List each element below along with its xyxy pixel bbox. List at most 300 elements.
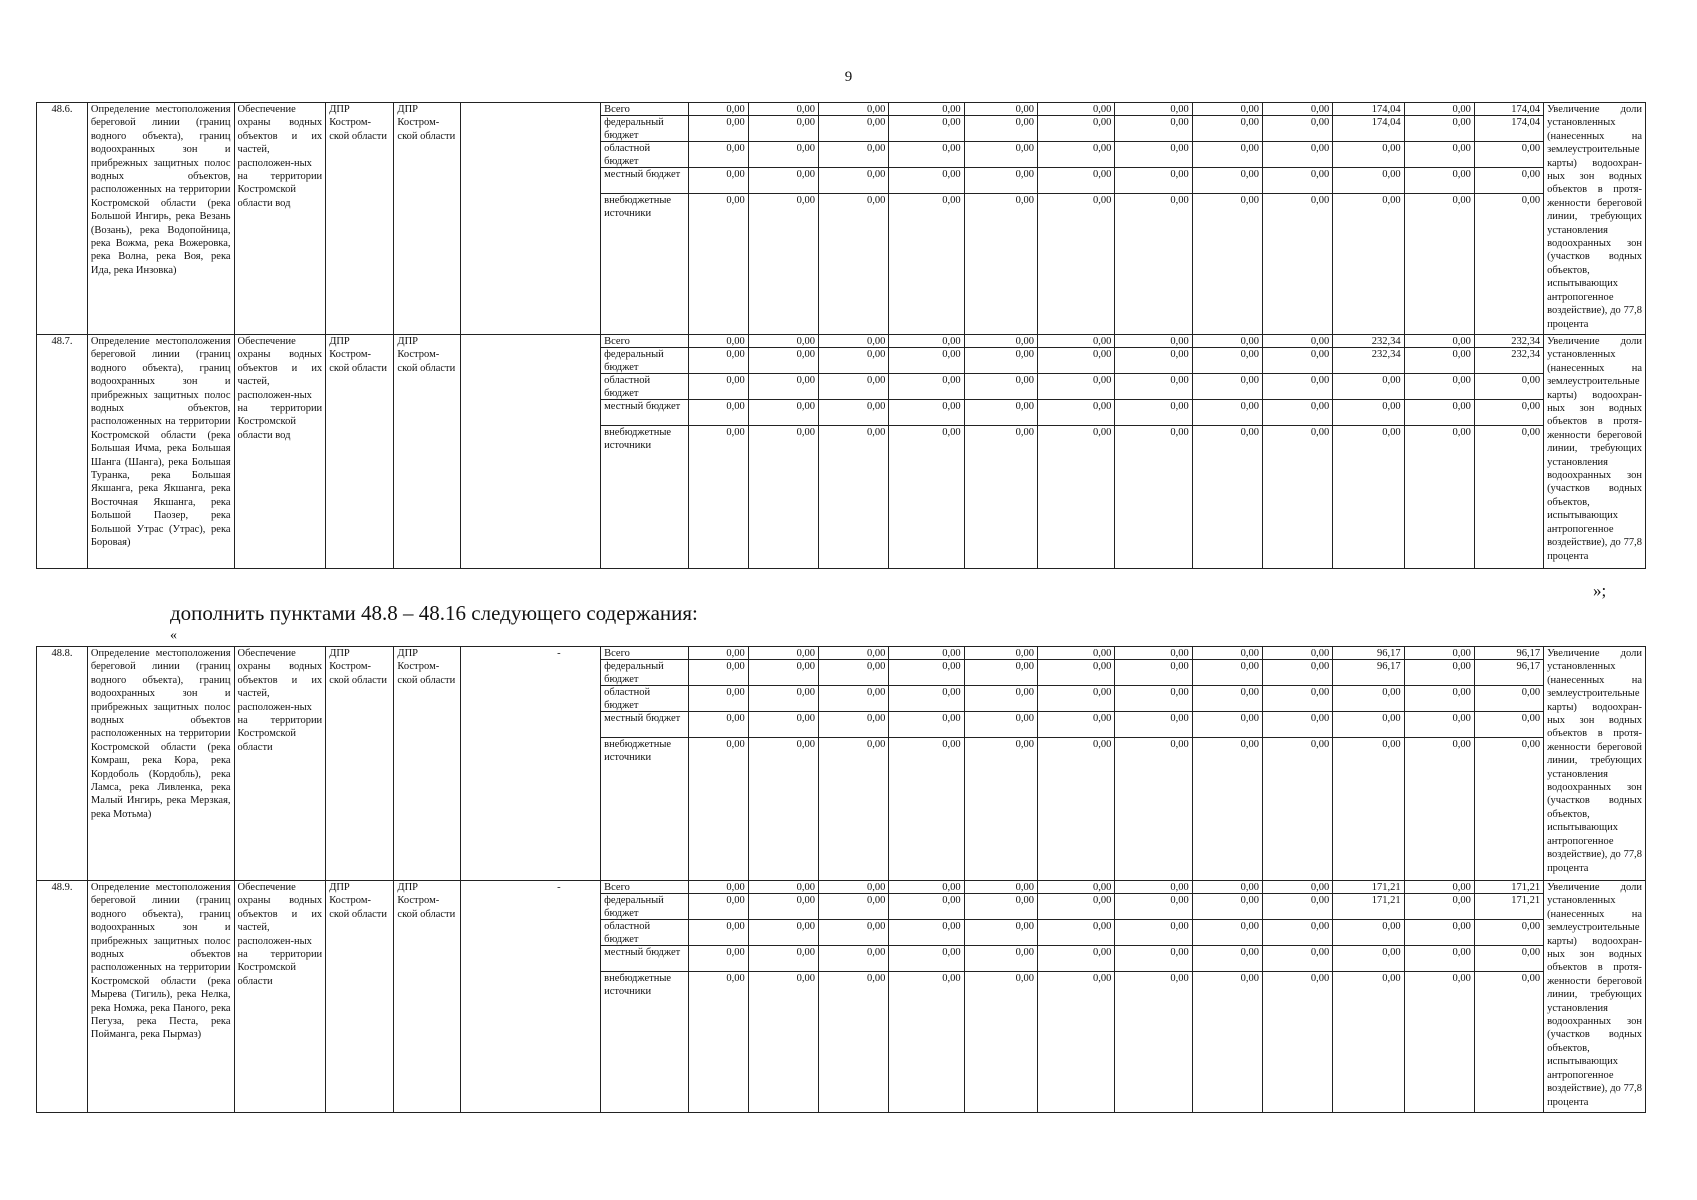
value-cell: 0,00 [1452, 973, 1471, 984]
item-note: Увеличение доли установленных (нанесенных на землеустроительные карты) водоохран-ных зон водных объектов в протя-женности береговой линии, требующих установления водоохранных зон (участков водных объектов, испытывающих антропогенное воздействие), до 77,8 процента [1544, 647, 1646, 881]
item-dash [460, 335, 601, 569]
value-cell: 0,00 [796, 427, 816, 438]
value-cell: 0,00 [889, 686, 963, 712]
value-cell: 0,00 [1452, 195, 1471, 206]
value-cell: 0,00 [965, 142, 1037, 168]
table-row [37, 647, 1646, 881]
value-cell: 0,00 [689, 116, 748, 142]
item-goal: Обеспечение охраны водных объектов и их частей, расположен-ных на территории Костромской области вод [234, 103, 326, 335]
value-cell: 0,00 [1475, 374, 1543, 400]
value-cell: 0,00 [1193, 647, 1262, 660]
value-cell: 0,00 [726, 973, 745, 984]
value-cell: 0,00 [1092, 427, 1112, 438]
value-cell: 171,21 [1333, 881, 1403, 894]
value-cell: 0,00 [1115, 894, 1191, 920]
funding-source-label: внебюджетные источники [604, 973, 672, 998]
value-cell: 0,00 [1115, 142, 1191, 168]
funding-source-label: областной бюджет [601, 374, 688, 400]
value-cell: 174,04 [1475, 103, 1543, 116]
value-column [889, 647, 964, 881]
value-cell: 0,00 [749, 348, 818, 374]
value-cell: 96,17 [1475, 660, 1543, 686]
value-cell: 0,00 [749, 686, 818, 712]
value-cell: 0,00 [1115, 660, 1191, 686]
value-cell: 0,00 [889, 881, 963, 894]
value-cell: 0,00 [1193, 920, 1262, 946]
funding-sources [601, 335, 689, 569]
value-cell: 0,00 [1038, 712, 1114, 738]
value-cell: 171,21 [1475, 894, 1543, 920]
value-cell: 0,00 [866, 195, 886, 206]
value-cell: 0,00 [1263, 894, 1332, 920]
funding-source-label: местный бюджет [601, 168, 688, 194]
value-cell: 0,00 [1193, 400, 1262, 426]
value-cell: 0,00 [1170, 739, 1189, 750]
value-cell: 0,00 [1263, 881, 1332, 894]
value-cell: 0,00 [1263, 712, 1332, 738]
value-cell: 0,00 [819, 894, 888, 920]
value-column [1115, 881, 1192, 1113]
value-cell: 0,00 [1115, 400, 1191, 426]
value-cell: 0,00 [1333, 142, 1403, 168]
value-cell: 0,00 [889, 712, 963, 738]
value-cell: 0,00 [965, 894, 1037, 920]
funding-sources [601, 647, 689, 881]
value-cell: 0,00 [1038, 374, 1114, 400]
value-cell: 0,00 [1015, 427, 1034, 438]
value-cell: 0,00 [1263, 348, 1332, 374]
item-number: 48.9. [37, 881, 88, 1113]
funding-source-label: федеральный бюджет [601, 348, 688, 374]
value-column [964, 881, 1037, 1113]
item-description: Определение местоположения береговой линии (границ водного объекта), границ водоохранных зон и прибрежных защитных полос водных объектов расположенных на территории Костромской области (река Мырева (Тигиль), река Нелка, река Номжа, река Паного, река Пегуза, река Песта, река Поймангa, река Пырмаз) [87, 881, 234, 1113]
value-cell: 0,00 [1521, 739, 1541, 750]
value-column [748, 881, 818, 1113]
value-cell: 0,00 [1193, 142, 1262, 168]
funding-source-label: внебюджетные источники [604, 427, 672, 452]
value-column [1115, 103, 1192, 335]
value-cell: 0,00 [1038, 348, 1114, 374]
value-column [1333, 103, 1404, 335]
item-description: Определение местоположения береговой линии (границ водного объекта), границ водоохранных зон и прибрежных защитных полос водных объектов расположенных на территории Костромской области (река Комраш, река Кора, река Кордоболь (Кордобль), река Ламса, река Ливленка, река Малый Ингирь, река Мерзкая, река Мотьма) [87, 647, 234, 881]
value-cell: 0,00 [1115, 116, 1191, 142]
value-column [964, 103, 1037, 335]
value-cell: 0,00 [749, 712, 818, 738]
value-cell: 0,00 [689, 142, 748, 168]
value-column [688, 335, 748, 569]
value-cell: 0,00 [1405, 400, 1474, 426]
value-cell: 0,00 [965, 400, 1037, 426]
funding-source-label: Всего [601, 647, 688, 660]
amendment-text: дополнить пунктами 48.8 – 48.16 следующего содержания: [170, 601, 698, 625]
value-column [688, 647, 748, 881]
value-cell: 0,00 [1193, 712, 1262, 738]
item-description: Определение местоположения береговой линии (границ водного объекта), границ водоохранных зон и прибрежных защитных полос водных объектов, расположенных на территории Костромской области (река Большая Ичма, река Большая Шанга (Шанга), река Большая Туранка, река Большая Якшанга, река Якшанга, река Восточная Якшанга, река Большой Паозер, река Большой Утрас (Утрас), река Боровая) [87, 335, 234, 569]
value-column [1474, 881, 1543, 1113]
value-cell: 0,00 [1193, 348, 1262, 374]
value-cell: 0,00 [1092, 195, 1112, 206]
item-executor: ДПР Костром-ской области [326, 647, 394, 881]
value-cell: 0,00 [889, 348, 963, 374]
value-cell: 0,00 [1263, 335, 1332, 348]
value-cell: 174,04 [1475, 116, 1543, 142]
value-cell: 0,00 [819, 647, 888, 660]
value-cell: 0,00 [689, 946, 748, 972]
value-cell: 0,00 [819, 660, 888, 686]
value-cell: 0,00 [1382, 427, 1401, 438]
value-column [1263, 335, 1333, 569]
value-cell: 0,00 [965, 647, 1037, 660]
value-cell: 0,00 [1038, 647, 1114, 660]
value-cell: 0,00 [1115, 712, 1191, 738]
value-cell: 0,00 [889, 894, 963, 920]
value-column [1115, 335, 1192, 569]
item-dash: - [460, 881, 601, 1113]
item-number: 48.6. [37, 103, 88, 335]
value-cell: 0,00 [1475, 168, 1543, 194]
value-column [1263, 881, 1333, 1113]
value-cell: 0,00 [1521, 195, 1541, 206]
funding-sources [601, 103, 689, 335]
value-column [748, 335, 818, 569]
value-cell: 0,00 [819, 335, 888, 348]
value-cell: 0,00 [1115, 335, 1191, 348]
item-executor: ДПР Костром-ской области [326, 881, 394, 1113]
value-column [889, 103, 964, 335]
value-cell: 0,00 [1015, 973, 1034, 984]
value-cell: 0,00 [1115, 168, 1191, 194]
value-cell: 0,00 [1405, 660, 1474, 686]
value-cell: 0,00 [965, 881, 1037, 894]
value-column [1404, 647, 1474, 881]
value-cell: 0,00 [726, 739, 745, 750]
value-column [1474, 335, 1543, 569]
value-cell: 0,00 [1092, 973, 1112, 984]
value-column [819, 335, 889, 569]
value-cell: 0,00 [819, 116, 888, 142]
value-cell: 0,00 [726, 427, 745, 438]
funding-source-label: Всего [601, 881, 688, 894]
value-cell: 0,00 [965, 946, 1037, 972]
closing-quote: »; [1593, 581, 1607, 600]
value-column [964, 647, 1037, 881]
value-column [1037, 103, 1114, 335]
value-cell: 232,34 [1333, 335, 1403, 348]
value-cell: 0,00 [889, 946, 963, 972]
value-cell: 171,21 [1333, 894, 1403, 920]
item-note: Увеличение доли установленных (нанесенных на землеустроительные карты) водоохран-ных зон водных объектов в протя-женности береговой линии, требующих установления водоохранных зон (участков водных объектов, испытывающих антропогенное воздействие), до 77,8 процента [1544, 335, 1646, 569]
value-cell: 0,00 [819, 920, 888, 946]
value-cell: 171,21 [1475, 881, 1543, 894]
value-column [964, 335, 1037, 569]
value-cell: 232,34 [1333, 348, 1403, 374]
value-column [1333, 881, 1404, 1113]
value-cell: 0,00 [819, 400, 888, 426]
value-cell: 0,00 [1452, 427, 1471, 438]
value-cell: 0,00 [866, 427, 886, 438]
value-cell: 0,00 [1263, 142, 1332, 168]
value-cell: 0,00 [965, 168, 1037, 194]
value-cell: 0,00 [1405, 103, 1474, 116]
item-dash: - [460, 647, 601, 881]
program-table-bottom [36, 646, 1646, 1113]
value-cell: 232,34 [1475, 335, 1543, 348]
value-cell: 0,00 [1310, 195, 1330, 206]
value-cell: 0,00 [889, 374, 963, 400]
value-cell: 0,00 [1521, 427, 1541, 438]
value-cell: 174,04 [1333, 103, 1403, 116]
value-cell: 0,00 [1263, 660, 1332, 686]
value-cell: 0,00 [726, 195, 745, 206]
value-cell: 0,00 [749, 920, 818, 946]
value-column [1263, 103, 1333, 335]
item-goal: Обеспечение охраны водных объектов и их частей, расположен-ных на территории Костромской области [234, 881, 326, 1113]
value-cell: 0,00 [965, 335, 1037, 348]
value-cell: 0,00 [1382, 195, 1401, 206]
value-cell: 0,00 [1333, 712, 1403, 738]
value-cell: 0,00 [1405, 142, 1474, 168]
value-cell: 0,00 [1263, 920, 1332, 946]
value-cell: 0,00 [819, 168, 888, 194]
value-cell: 0,00 [1475, 946, 1543, 972]
value-cell: 0,00 [1263, 103, 1332, 116]
value-column [819, 881, 889, 1113]
value-cell: 0,00 [1015, 739, 1034, 750]
item-participant: ДПР Костром-ской области [394, 103, 460, 335]
value-cell: 0,00 [889, 335, 963, 348]
value-cell: 0,00 [1405, 881, 1474, 894]
value-cell: 0,00 [1193, 686, 1262, 712]
value-cell: 0,00 [1405, 647, 1474, 660]
item-number: 48.7. [37, 335, 88, 569]
value-cell: 0,00 [1263, 946, 1332, 972]
item-number: 48.8. [37, 647, 88, 881]
value-cell: 0,00 [1475, 400, 1543, 426]
item-executor: ДПР Костром-ской области [326, 103, 394, 335]
value-cell: 0,00 [1263, 647, 1332, 660]
value-cell: 0,00 [866, 973, 886, 984]
value-cell: 0,00 [819, 374, 888, 400]
value-cell: 0,00 [749, 894, 818, 920]
value-cell: 0,00 [1405, 348, 1474, 374]
value-cell: 0,00 [1115, 920, 1191, 946]
value-cell: 0,00 [889, 168, 963, 194]
value-column [889, 335, 964, 569]
value-cell: 0,00 [1038, 686, 1114, 712]
value-cell: 0,00 [819, 712, 888, 738]
value-cell: 0,00 [1115, 103, 1191, 116]
value-cell: 0,00 [749, 142, 818, 168]
value-cell: 0,00 [942, 973, 961, 984]
value-cell: 0,00 [796, 195, 816, 206]
value-cell: 0,00 [1115, 374, 1191, 400]
value-cell: 0,00 [689, 348, 748, 374]
funding-source-label: областной бюджет [601, 920, 688, 946]
value-cell: 0,00 [1092, 739, 1112, 750]
value-cell: 0,00 [749, 946, 818, 972]
value-cell: 0,00 [1038, 116, 1114, 142]
value-cell: 0,00 [1170, 195, 1189, 206]
value-cell: 0,00 [1193, 103, 1262, 116]
value-cell: 0,00 [819, 946, 888, 972]
value-cell: 0,00 [889, 660, 963, 686]
value-cell: 0,00 [796, 973, 816, 984]
value-cell: 0,00 [749, 647, 818, 660]
value-cell: 0,00 [965, 103, 1037, 116]
value-column [1404, 881, 1474, 1113]
value-cell: 0,00 [1263, 374, 1332, 400]
value-column [1192, 881, 1262, 1113]
value-cell: 0,00 [1240, 427, 1260, 438]
value-cell: 0,00 [1038, 660, 1114, 686]
value-cell: 0,00 [889, 142, 963, 168]
value-column [1037, 335, 1114, 569]
value-cell: 0,00 [965, 660, 1037, 686]
value-cell: 0,00 [1405, 946, 1474, 972]
funding-source-label: местный бюджет [601, 712, 688, 738]
program-table-top [36, 102, 1646, 569]
value-column [688, 103, 748, 335]
value-cell: 0,00 [1475, 712, 1543, 738]
value-cell: 0,00 [1310, 739, 1330, 750]
value-column [1192, 647, 1262, 881]
value-cell: 0,00 [749, 660, 818, 686]
value-cell: 0,00 [1475, 920, 1543, 946]
value-cell: 0,00 [819, 103, 888, 116]
value-cell: 0,00 [749, 103, 818, 116]
value-cell: 0,00 [965, 712, 1037, 738]
value-cell: 0,00 [1193, 374, 1262, 400]
value-cell: 0,00 [1333, 686, 1403, 712]
value-cell: 0,00 [1193, 335, 1262, 348]
value-cell: 0,00 [866, 739, 886, 750]
value-cell: 0,00 [1015, 195, 1034, 206]
value-cell: 0,00 [1475, 142, 1543, 168]
value-cell: 0,00 [1263, 168, 1332, 194]
value-cell: 0,00 [942, 739, 961, 750]
funding-source-label: областной бюджет [601, 686, 688, 712]
value-cell: 0,00 [1038, 168, 1114, 194]
value-column [1192, 335, 1262, 569]
value-column [748, 647, 818, 881]
value-column [1474, 103, 1543, 335]
value-cell: 0,00 [1038, 894, 1114, 920]
item-description: Определение местоположения береговой линии (границ водного объекта), границ водоохранных зон и прибрежных защитных полос водных объектов, расположенных на территории Костромской области (река Большой Ингирь, река Везань (Возань), река Водопойница, река Вожма, река Вожеровка, река Волна, река Воя, река Ида, река Инзовка) [87, 103, 234, 335]
value-cell: 0,00 [689, 920, 748, 946]
value-cell: 0,00 [819, 881, 888, 894]
item-participant: ДПР Костром-ской области [394, 647, 460, 881]
table-row [37, 335, 1646, 569]
value-cell: 0,00 [1240, 195, 1260, 206]
value-cell: 0,00 [796, 739, 816, 750]
value-column [889, 881, 964, 1113]
value-cell: 0,00 [749, 116, 818, 142]
value-cell: 0,00 [749, 374, 818, 400]
table-row [37, 881, 1646, 1113]
item-participant: ДПР Костром-ской области [394, 335, 460, 569]
value-cell: 0,00 [689, 335, 748, 348]
value-cell: 0,00 [689, 374, 748, 400]
value-cell: 0,00 [749, 335, 818, 348]
funding-source-label: Всего [601, 103, 688, 116]
value-cell: 0,00 [1405, 116, 1474, 142]
funding-source-label: местный бюджет [601, 946, 688, 972]
value-cell: 96,17 [1333, 647, 1403, 660]
value-cell: 0,00 [965, 374, 1037, 400]
value-cell: 0,00 [1310, 973, 1330, 984]
value-cell: 0,00 [1115, 647, 1191, 660]
value-cell: 0,00 [1405, 920, 1474, 946]
value-cell: 0,00 [942, 427, 961, 438]
value-cell: 0,00 [1333, 920, 1403, 946]
value-column [1115, 647, 1192, 881]
value-column [819, 103, 889, 335]
value-cell: 0,00 [889, 103, 963, 116]
value-column [1474, 647, 1543, 881]
item-executor: ДПР Костром-ской области [326, 335, 394, 569]
opening-quote: « [170, 628, 177, 643]
table-row [37, 103, 1646, 335]
value-cell: 0,00 [965, 686, 1037, 712]
value-column [1192, 103, 1262, 335]
value-column [1037, 647, 1114, 881]
value-column [748, 103, 818, 335]
item-dash [460, 103, 601, 335]
value-column [1263, 647, 1333, 881]
value-cell: 0,00 [1452, 739, 1471, 750]
value-cell: 0,00 [689, 712, 748, 738]
value-cell: 0,00 [819, 686, 888, 712]
value-cell: 0,00 [1038, 946, 1114, 972]
value-cell: 0,00 [1405, 686, 1474, 712]
value-column [1037, 881, 1114, 1113]
value-cell: 0,00 [965, 920, 1037, 946]
value-cell: 0,00 [689, 647, 748, 660]
funding-source-label: федеральный бюджет [601, 116, 688, 142]
value-cell: 0,00 [689, 894, 748, 920]
value-cell: 0,00 [1382, 973, 1401, 984]
value-column [819, 647, 889, 881]
value-cell: 232,34 [1475, 348, 1543, 374]
value-cell: 0,00 [749, 881, 818, 894]
value-cell: 0,00 [889, 647, 963, 660]
value-cell: 0,00 [965, 116, 1037, 142]
value-cell: 0,00 [749, 400, 818, 426]
value-cell: 0,00 [1240, 973, 1260, 984]
value-cell: 0,00 [1038, 103, 1114, 116]
value-cell: 0,00 [1193, 116, 1262, 142]
value-cell: 0,00 [1193, 881, 1262, 894]
funding-source-label: внебюджетные источники [604, 195, 672, 220]
value-cell: 0,00 [1038, 400, 1114, 426]
value-cell: 0,00 [689, 103, 748, 116]
funding-source-label: областной бюджет [601, 142, 688, 168]
item-note: Увеличение доли установленных (нанесенных на землеустроительные карты) водоохран-ных зон водных объектов в протя-женности береговой линии, требующих установления водоохранных зон (участков водных объектов, испытывающих антропогенное воздействие), до 77,8 процента [1544, 103, 1646, 335]
value-cell: 0,00 [942, 195, 961, 206]
value-cell: 0,00 [1193, 894, 1262, 920]
value-cell: 0,00 [1038, 881, 1114, 894]
value-cell: 0,00 [689, 168, 748, 194]
value-column [1333, 647, 1404, 881]
value-cell: 0,00 [1170, 427, 1189, 438]
value-cell: 0,00 [1038, 142, 1114, 168]
value-cell: 0,00 [1333, 400, 1403, 426]
value-cell: 0,00 [1263, 400, 1332, 426]
item-goal: Обеспечение охраны водных объектов и их частей, расположен-ных на территории Костромской области вод [234, 335, 326, 569]
value-cell: 0,00 [689, 881, 748, 894]
value-cell: 0,00 [889, 116, 963, 142]
value-cell: 0,00 [1333, 374, 1403, 400]
